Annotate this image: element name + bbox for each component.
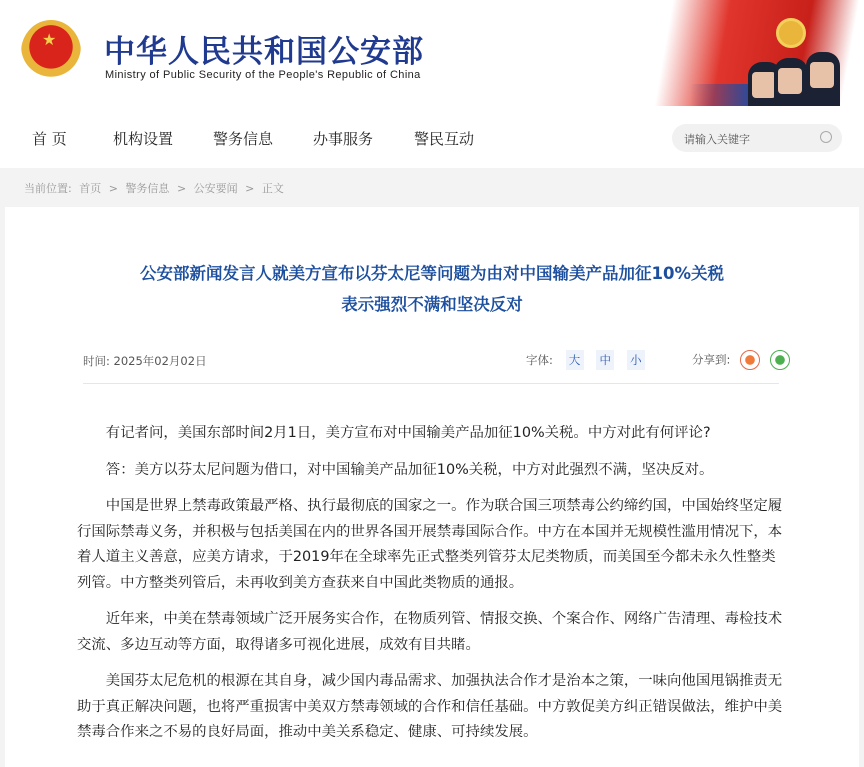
police-badge-icon [776,18,806,48]
national-emblem-icon [21,20,81,84]
font-label: 字体: [526,353,553,367]
nav-police-info[interactable]: 警务信息 [213,130,274,148]
site-title[interactable]: 中华人民共和国公安部 [104,34,424,70]
breadcrumb-home[interactable]: 首页 [79,182,102,195]
nav-home[interactable]: 首 页 [32,130,67,148]
search-placeholder: 请输入关键字 [684,133,750,146]
breadcrumb-separator: > [108,182,118,195]
breadcrumb-current: 正文 [261,182,284,195]
breadcrumb-separator: > [245,182,255,195]
paragraph: 中国是世界上禁毒政策最严格、执行最彻底的国家之一。作为联合国三项禁毒公约缔约国，中国始终坚定履行国际禁毒义务，并积极与包括美国在内的世界各国开展禁毒国际合作。中方在本国并无规模性滥用情况下，本着人道主义善意，应美方请求，于2019年在全球率先正式整类列管芬太尼类物质，而美国至今都未永久性整类列管。中方整类列管后，未再收到美方查获来自中国此类物质的通报。 [77,498,783,591]
search-input[interactable] [672,124,842,152]
date-value: 2025年02月02日 [113,354,207,368]
divider [83,383,779,384]
publish-date [83,353,207,369]
breadcrumb-police-info[interactable]: 警务信息 [125,182,170,195]
article-card [5,207,859,767]
paragraph: 美国芬太尼危机的根源在其自身，减少国内毒品需求、加强执法合作才是治本之策，一味向他国甩锅推责无助于真正解决问题，也将严重损害中美双方禁毒领域的合作和信任基础。中方敦促美方纠正错误做法，维护中美禁毒合作来之不易的良好局面，推动中美关系稳定、健康、可持续发展。 [77,673,783,740]
nav-interaction[interactable]: 警民互动 [414,130,475,148]
font-large-button[interactable]: 大 [566,350,584,370]
article-title-line1: 公安部新闻发言人就美方宣布以芬太尼等问题为由对中国输美产品加征10%关税 [140,264,724,283]
article-title-line2: 表示强烈不满和坚决反对 [341,295,523,314]
police-banner-image [650,0,864,106]
breadcrumb-separator: > [176,182,187,195]
nav-services[interactable]: 办事服务 [313,130,374,148]
search-icon[interactable] [820,131,832,143]
site-subtitle: Ministry of Public Security of the People's Republic of China [105,69,421,81]
share-controls [692,350,790,370]
main-nav [0,106,864,168]
breadcrumb-news[interactable]: 公安要闻 [193,182,238,195]
breadcrumb-label: 当前位置: [24,182,72,195]
breadcrumb [24,180,288,196]
font-size-controls [526,350,645,370]
paragraph: 答：美方以芬太尼问题为借口，对中国输美产品加征10%关税，中方对此强烈不满，坚决反对。 [105,461,714,478]
font-small-button[interactable]: 小 [627,350,645,370]
font-medium-button[interactable]: 中 [596,350,614,370]
nav-organization[interactable]: 机构设置 [113,130,174,148]
share-label: 分享到: [692,352,731,367]
time-label: 时间: [83,354,110,368]
article-body [77,421,787,757]
weibo-share-icon[interactable] [740,350,760,370]
site-header [0,0,864,106]
wechat-share-icon[interactable] [770,350,790,370]
paragraph: 有记者问，美国东部时间2月1日，美方宣布对中国输美产品加征10%关税。中方对此有何评论? [105,425,711,441]
paragraph: 近年来，中美在禁毒领域广泛开展务实合作，在物质列管、情报交换、个案合作、网络广告清理、毒检技术交流、多边互动等方面，取得诸多可视化进展，成效有目共睹。 [77,611,783,653]
